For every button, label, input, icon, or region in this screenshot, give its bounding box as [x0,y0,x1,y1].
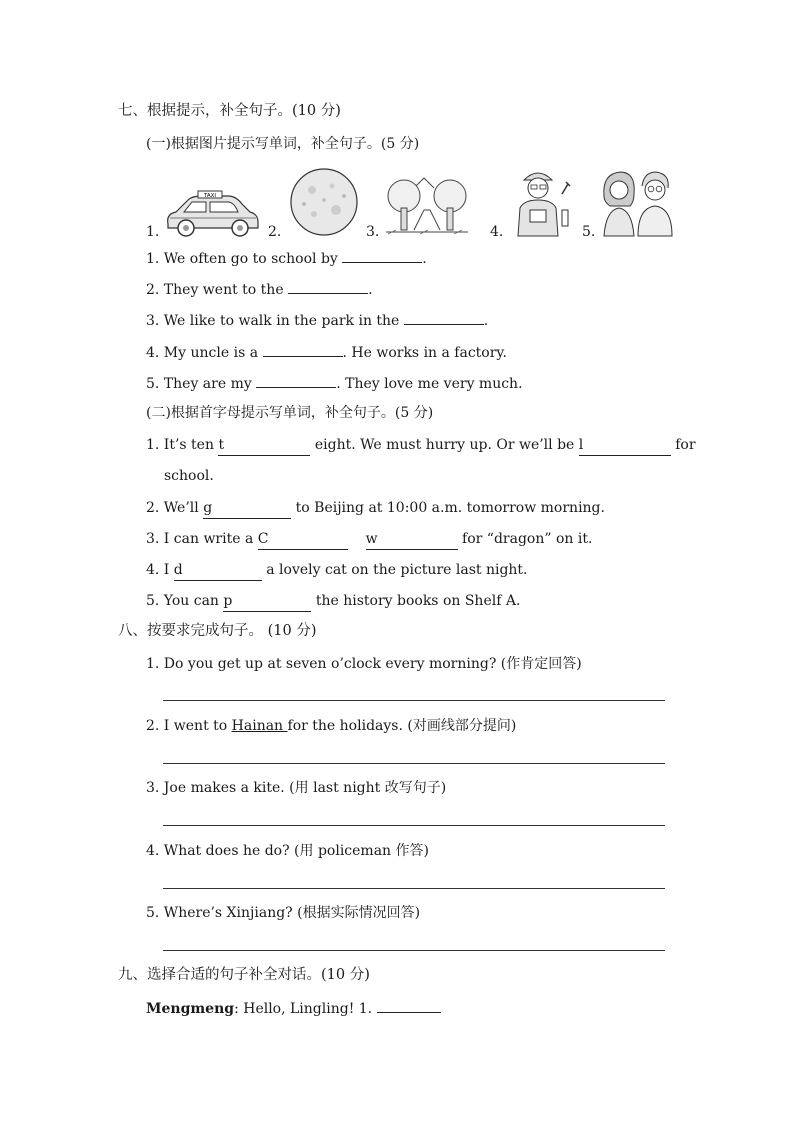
answer-line[interactable] [163,763,665,764]
letter-blank[interactable]: l [579,435,671,456]
part2-q2: 2. We’ll g to Beijing at 10:00 a.m. tomorrow morning. [146,498,605,519]
section-7-title: 七、根据提示，补全句子。(10 分) [118,103,341,119]
answer-blank[interactable] [256,373,336,388]
answer-blank[interactable] [342,248,422,263]
section-9-title: 九、选择合适的句子补全对话。(10 分) [118,967,370,983]
grandparents-picture [600,166,674,238]
answer-line[interactable] [163,950,665,951]
worker-picture [510,164,576,238]
answer-blank[interactable] [377,998,441,1013]
letter-blank[interactable]: d [174,560,262,581]
moon-picture [288,166,360,238]
letter-blank[interactable]: t [218,435,310,456]
answer-blank[interactable] [404,310,484,325]
dialogue-line: Mengmeng: Hello, Lingling! 1. [146,998,441,1019]
section8-q5: 5. Where’s Xinjiang? (根据实际情况回答) [146,905,421,921]
speaker-name: Mengmeng [146,1001,235,1017]
section8-q4: 4. What does he do? (用 policeman 作答) [146,843,429,859]
section-7-part-2-title: (二)根据首字母提示写单词，补全句子。(5 分) [146,405,434,421]
section8-q3: 3. Joe makes a kite. (用 last night 改写句子) [146,780,447,796]
part2-q5: 5. You can p the history books on Shelf A. [146,591,520,612]
answer-line[interactable] [163,700,665,701]
letter-blank[interactable]: C [258,529,348,550]
section8-q2: 2. I went to Hainan for the holidays. (对画线部分提问) [146,718,517,734]
part1-q4: 4. My uncle is a . He works in a factory. [146,342,507,363]
answer-blank[interactable] [288,279,368,294]
answer-line[interactable] [163,825,665,826]
part1-q2: 2. They went to the . [146,279,373,300]
picture-label-5: 5. [582,224,596,240]
section8-q1: 1. Do you get up at seven o’clock every morning? (作肯定回答) [146,656,582,672]
picture-label-3: 3. [366,224,380,240]
picture-label-1: 1. [146,224,160,240]
part2-q3: 3. I can write a C w for “dragon” on it. [146,529,592,550]
section-8-title: 八、按要求完成句子。 (10 分) [118,623,317,639]
letter-blank[interactable]: w [366,529,458,550]
picture-label-2: 2. [268,224,282,240]
picture-label-4: 4. [490,224,504,240]
part1-q5: 5. They are my . They love me very much. [146,373,523,394]
letter-blank[interactable]: p [223,591,311,612]
underlined-word: Hainan [231,718,288,734]
taxi-picture [162,188,262,240]
taxi-sign-text: TAXI [203,193,217,199]
park-trees-picture [384,170,470,238]
part1-q1: 1. We often go to school by . [146,248,427,269]
answer-line[interactable] [163,888,665,889]
part2-q1-continued: school. [164,468,214,484]
answer-blank[interactable] [263,342,343,357]
letter-blank[interactable]: g [203,498,291,519]
part1-q3: 3. We like to walk in the park in the . [146,310,488,331]
part2-q4: 4. I d a lovely cat on the picture last night. [146,560,528,581]
section-7-part-1-title: (一)根据图片提示写单词，补全句子。(5 分) [146,136,420,152]
part2-q1: 1. It’s ten t eight. We must hurry up. Or we’ll be l for [146,435,696,456]
